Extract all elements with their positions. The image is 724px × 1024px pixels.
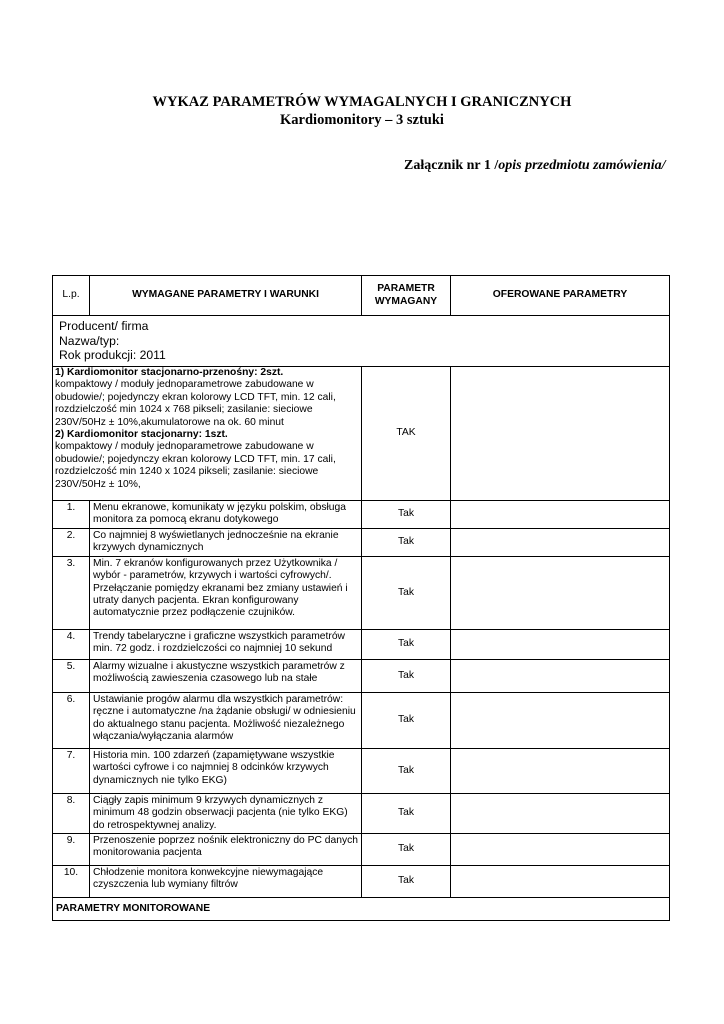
col-offered-header: OFEROWANE PARAMETRY <box>451 276 670 316</box>
row-lp: 7. <box>53 748 90 793</box>
row-lp: 6. <box>53 692 90 748</box>
annex-note <box>404 158 666 174</box>
table-row <box>53 501 670 529</box>
row-text: Menu ekranowe, komunikaty w języku polskim, obsługa monitora za pomocą ekranu dotykowego <box>90 501 362 529</box>
table-row <box>53 834 670 866</box>
row-offered[interactable] <box>451 629 670 659</box>
parameters-table <box>52 275 670 921</box>
row-lp: 8. <box>53 793 90 833</box>
annex-italic: opis przedmiotu zamówienia/ <box>498 158 666 173</box>
intro-row <box>53 367 670 501</box>
table-row <box>53 529 670 557</box>
producer-label: Producent/ firma <box>59 319 149 333</box>
item2-title: 2) Kardiomonitor stacjonarny: 1szt. <box>55 429 228 441</box>
row-offered[interactable] <box>451 659 670 692</box>
table-header-row <box>53 276 670 316</box>
row-offered[interactable] <box>451 556 670 629</box>
col-lp-header: L.p. <box>53 276 90 316</box>
intro-cell <box>53 367 362 501</box>
row-offered[interactable] <box>451 529 670 557</box>
producer-row <box>53 316 670 367</box>
row-offered[interactable] <box>451 866 670 898</box>
col-params-header: WYMAGANE PARAMETRY I WARUNKI <box>90 276 362 316</box>
intro-offered[interactable] <box>451 367 670 501</box>
row-text: Historia min. 100 zdarzeń (zapamiętywane wszystkie wartości cyfrowe i co najmniej 8 odcinków krzywych dynamicznych nie tylko EKG) <box>90 748 362 793</box>
row-offered[interactable] <box>451 501 670 529</box>
document-title: WYKAZ PARAMETRÓW WYMAGALNYCH I GRANICZNYCH <box>152 94 572 110</box>
row-text: Ciągły zapis minimum 9 krzywych dynamicznych z minimum 48 godzin obserwacji pacjenta (nie tylko EKG) do retrospektywnej analizy. <box>90 793 362 833</box>
row-text: Ustawianie progów alarmu dla wszystkich parametrów: ręczne i automatyczne /na żądanie obsługi/ w odniesieniu do aktualnego stanu pacjenta. Możliwość niezależnego włączania/wyłączania alarmów <box>90 692 362 748</box>
table-row <box>53 556 670 629</box>
col-required-header: PARAMETR WYMAGANY <box>362 276 451 316</box>
row-required: Tak <box>362 556 451 629</box>
year-label: Rok produkcji: 2011 <box>59 348 166 362</box>
row-required: Tak <box>362 866 451 898</box>
row-text: Przenoszenie poprzez nośnik elektroniczny do PC danych monitorowania pacjenta <box>90 834 362 866</box>
row-offered[interactable] <box>451 748 670 793</box>
item1-title: 1) Kardiomonitor stacjonarno-przenośny: 2szt. <box>55 367 284 378</box>
row-lp: 4. <box>53 629 90 659</box>
rows-body <box>53 501 670 898</box>
item1-text: kompaktowy / moduły jednoparametrowe zabudowane w obudowie/; pojedynczy ekran kolorowy LCD TFT, min. 12 cali, rozdzielczość min 1024 x 768 pikseli; zasilanie: sieciowe 230V/50Hz ± 10%,akumulatorowe na ok. 60 minut <box>55 379 336 428</box>
row-text: Trendy tabelaryczne i graficzne wszystkich parametrów min. 72 godz. i rozdzielczości co najmniej 10 sekund <box>90 629 362 659</box>
row-offered[interactable] <box>451 692 670 748</box>
row-required: Tak <box>362 659 451 692</box>
row-lp: 5. <box>53 659 90 692</box>
table-row <box>53 692 670 748</box>
row-lp: 9. <box>53 834 90 866</box>
table-row <box>53 793 670 833</box>
table-row <box>53 629 670 659</box>
row-required: Tak <box>362 692 451 748</box>
table-row <box>53 748 670 793</box>
table-row <box>53 659 670 692</box>
row-required: Tak <box>362 834 451 866</box>
row-lp: 3. <box>53 556 90 629</box>
section-row <box>53 898 670 921</box>
row-required: Tak <box>362 748 451 793</box>
table-row <box>53 866 670 898</box>
row-required: Tak <box>362 501 451 529</box>
row-lp: 1. <box>53 501 90 529</box>
producer-cell <box>53 316 670 367</box>
row-lp: 10. <box>53 866 90 898</box>
row-text: Chłodzenie monitora konwekcyjne niewymagające czyszczenia lub wymiany filtrów <box>90 866 362 898</box>
row-offered[interactable] <box>451 793 670 833</box>
section-footer: PARAMETRY MONITOROWANE <box>53 898 670 921</box>
row-required: Tak <box>362 529 451 557</box>
row-text: Min. 7 ekranów konfigurowanych przez Użytkownika / wybór - parametrów, krzywych i wartości cyfrowych/. Przełączanie pomiędzy ekranami bez zmiany ustawień i utraty danych pacjenta. Ekran konfigurowany automatycznie przez podłączenie czujników. <box>90 556 362 629</box>
row-offered[interactable] <box>451 834 670 866</box>
document-subtitle: Kardiomonitory – 3 sztuki <box>280 112 444 128</box>
annex-prefix: Załącznik nr 1 / <box>404 158 499 173</box>
row-lp: 2. <box>53 529 90 557</box>
row-text: Alarmy wizualne i akustyczne wszystkich parametrów z możliwością zawieszenia czasowego lub na stałe <box>90 659 362 692</box>
intro-required: TAK <box>362 367 451 501</box>
model-label: Nazwa/typ: <box>59 333 120 348</box>
row-required: Tak <box>362 629 451 659</box>
item2-text: kompaktowy / moduły jednoparametrowe zabudowane w obudowie/; pojedynczy ekran kolorowy LCD TFT, min. 17 cali, rozdzielczość min 1240 x 1024 pikseli; zasilanie: sieciowe 230V/50Hz ± 10%, <box>55 441 336 490</box>
row-text: Co najmniej 8 wyświetlanych jednocześnie na ekranie krzywych dynamicznych <box>90 529 362 557</box>
row-required: Tak <box>362 793 451 833</box>
